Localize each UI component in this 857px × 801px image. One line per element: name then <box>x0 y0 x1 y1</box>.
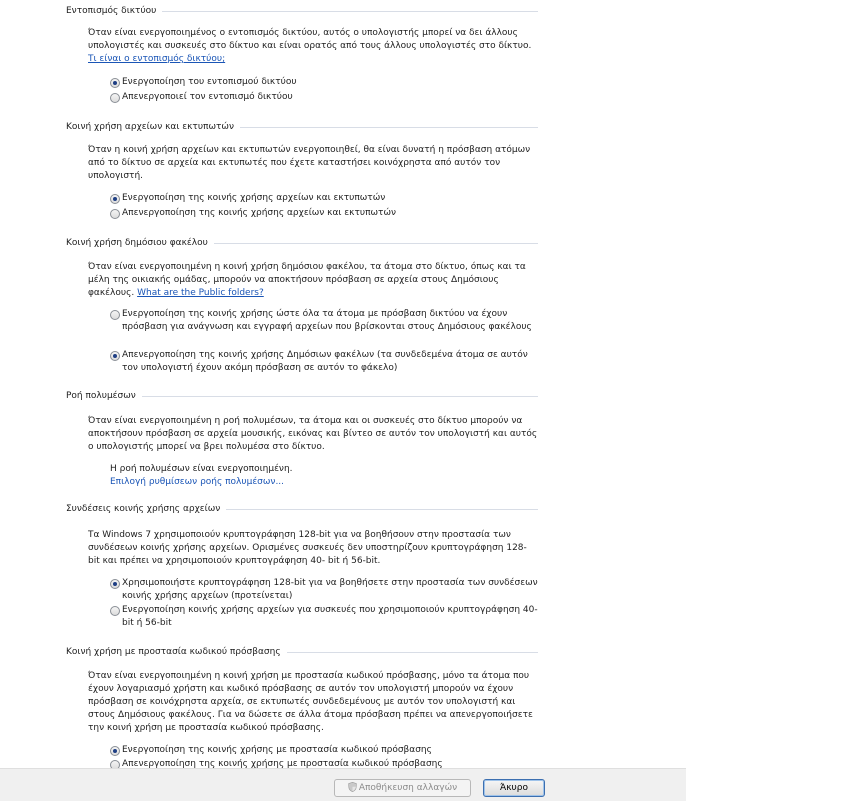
link-text[interactable]: Επιλογή ρυθμίσεων ροής πολυμέσων... <box>110 477 285 487</box>
section-file-sharing-connections <box>66 503 538 628</box>
radio-label: Απενεργοποίηση της κοινής χρήσης αρχείων και εκτυπωτών <box>122 208 397 218</box>
section-title: Ροή πολυμέσων <box>66 390 142 402</box>
radio-turn-on-public-folder-sharing[interactable] <box>110 308 538 334</box>
radio-label: Απενεργοποίηση της κοινής χρήσης Δημόσιων φακέλων (τα συνδεδεμένα άτομα σε αυτόν τον υπολογιστή έχουν ακόμη πρόσβαση σε αυτόν το φάκελο) <box>122 350 528 373</box>
save-changes-button[interactable] <box>334 779 471 797</box>
radio-button-selected[interactable] <box>110 194 120 204</box>
description-text: Όταν είναι ενεργοποιημένος ο εντοπισμός δικτύου, αυτός ο υπολογιστής μπορεί να δει άλλους υπολογιστές και συσκευές στο δίκτυο και είναι ορατός από τους άλλους υπολογιστές στο δίκτυο. <box>88 28 532 51</box>
help-link-network-discovery[interactable]: Τι είναι ο εντοπισμός δικτύου; <box>88 54 226 64</box>
media-streaming-options-link[interactable] <box>110 476 538 489</box>
radio-turn-on-network-discovery[interactable] <box>110 76 538 89</box>
radio-128bit-encryption[interactable] <box>110 577 538 603</box>
radio-label: Ενεργοποίηση του εντοπισμού δικτύου <box>122 77 297 87</box>
description-text: Όταν είναι ενεργοποιημένη η κοινή χρήση δημόσιου φακέλου, τα άτομα στο δίκτυο, όπως και τα μέλη της οικιακής ομάδας, μπορούν να αποκτήσουν πρόσβαση σε αρχεία στους Δημόσιους φακέλους. <box>88 262 526 298</box>
uac-shield-icon <box>348 782 357 792</box>
section-header <box>66 390 538 402</box>
section-network-discovery <box>66 5 538 102</box>
section-title: Συνδέσεις κοινής χρήσης αρχείων <box>66 503 226 515</box>
radio-turn-off-public-folder-sharing[interactable] <box>110 349 538 375</box>
media-streaming-status: Η ροή πολυμέσων είναι ενεργοποιημένη. <box>110 464 293 474</box>
radio-turn-on-password-protection[interactable] <box>110 744 538 757</box>
radio-button-selected[interactable] <box>110 579 120 589</box>
radio-turn-off-file-printer-sharing[interactable] <box>110 207 538 220</box>
section-media-streaming <box>66 390 538 487</box>
help-link-public-folders[interactable]: What are the Public folders? <box>137 288 264 298</box>
section-header <box>66 5 538 17</box>
radio-label: Απενεργοποίηση της κοινής χρήσης με προστασία κωδικού πρόσβασης <box>122 759 443 768</box>
save-button-label: Αποθήκευση αλλαγών <box>358 783 458 793</box>
radio-turn-off-password-protection[interactable] <box>110 758 538 768</box>
section-description: Όταν είναι ενεργοποιημένη η κοινή χρήση με προστασία κωδικού πρόσβασης, μόνο τα άτομα που έχουν λογαριασμό χρήστη και κωδικό πρόσβασης σε αυτόν τον υπολογιστή μπορούν να έχουν πρόσβαση σε κοινόχρηστα αρχεία, σε εκτυπωτές συνδεδεμένους με αυτόν τον υπολογιστή και στους Δημόσιους φακέλους. Για να δώσετε σε άλλα άτομα πρόσβαση πρέπει να απενεργοποιήσετε την κοινή χρήση με προστασία κωδικού πρόσβασης. <box>88 671 533 733</box>
section-public-folder-sharing <box>66 237 538 373</box>
radio-40-56bit-encryption[interactable] <box>110 604 538 630</box>
section-description <box>88 27 538 66</box>
section-title: Εντοπισμός δικτύου <box>66 5 162 17</box>
radio-button[interactable] <box>110 310 120 320</box>
section-description <box>88 261 538 300</box>
section-header <box>66 503 538 515</box>
section-title: Κοινή χρήση αρχείων και εκτυπωτών <box>66 121 240 133</box>
section-description: Όταν είναι ενεργοποιημένη η ροή πολυμέσων, τα άτομα και οι συσκευές στο δίκτυο μπορούν να αποκτήσουν πρόσβαση σε αρχεία μουσικής, εικόνας και βίντεο σε αυτόν τον υπολογιστή και αυτός ο υπολογιστής μπορεί να βρει πολυμέσα στο δίκτυο. <box>88 416 538 452</box>
radio-label: Ενεργοποίηση της κοινής χρήσης αρχείων και εκτυπωτών <box>122 193 386 203</box>
radio-button-selected[interactable] <box>110 78 120 88</box>
section-title: Κοινή χρήση δημόσιου φακέλου <box>66 237 214 249</box>
radio-label: Χρησιμοποιήστε κρυπτογράφηση 128-bit για να βοηθήσετε στην προστασία των συνδέσεων κοινής χρήσης αρχείων (προτείνεται) <box>122 578 538 601</box>
radio-button[interactable] <box>110 606 120 616</box>
cancel-button[interactable]: Άκυρο <box>483 779 545 797</box>
radio-button-selected[interactable] <box>110 351 120 361</box>
radio-button-selected[interactable] <box>110 746 120 756</box>
radio-button[interactable] <box>110 93 120 103</box>
section-description: Όταν η κοινή χρήση αρχείων και εκτυπωτών ενεργοποιηθεί, θα είναι δυνατή η πρόσβαση ατόμων από το δίκτυο σε αρχεία και εκτυπωτές που έχετε καταστήσει κοινόχρηστα από αυτόν τον υπολογιστή. <box>88 145 531 181</box>
section-password-protected-sharing <box>66 646 538 768</box>
radio-button[interactable] <box>110 760 120 768</box>
section-header <box>66 237 538 249</box>
radio-turn-on-file-printer-sharing[interactable] <box>110 192 538 205</box>
radio-label: Απενεργοποιεί τον εντοπισμό δικτύου <box>122 92 293 102</box>
section-file-printer-sharing <box>66 121 538 218</box>
dialog-footer <box>0 768 686 801</box>
section-header <box>66 121 538 133</box>
section-description: Τα Windows 7 χρησιμοποιούν κρυπτογράφηση 128-bit για να βοηθήσουν στην προστασία των συνδέσεων κοινής χρήσης αρχείων. Ορισμένες συσκευές δεν υποστηρίζουν κρυπτογράφηση 128-bit και πρέπει να χρησιμοποιούν κρυπτογράφηση 40- bit ή 56-bit. <box>88 530 527 566</box>
radio-label: Ενεργοποίηση της κοινής χρήσης ώστε όλα τα άτομα με πρόσβαση δικτύου να έχουν πρόσβαση για ανάγνωση και εγγραφή αρχείων που βρίσκονται στους Δημόσιους φακέλους <box>122 309 532 332</box>
radio-turn-off-network-discovery[interactable] <box>110 91 538 104</box>
section-title: Κοινή χρήση με προστασία κωδικού πρόσβασης <box>66 646 287 658</box>
radio-label: Ενεργοποίηση κοινής χρήσης αρχείων για συσκευές που χρησιμοποιούν κρυπτογράφηση 40-bit ή 56-bit <box>122 605 538 628</box>
radio-label: Ενεργοποίηση της κοινής χρήσης με προστασία κωδικού πρόσβασης <box>122 745 432 755</box>
radio-button[interactable] <box>110 209 120 219</box>
section-header <box>66 646 538 658</box>
